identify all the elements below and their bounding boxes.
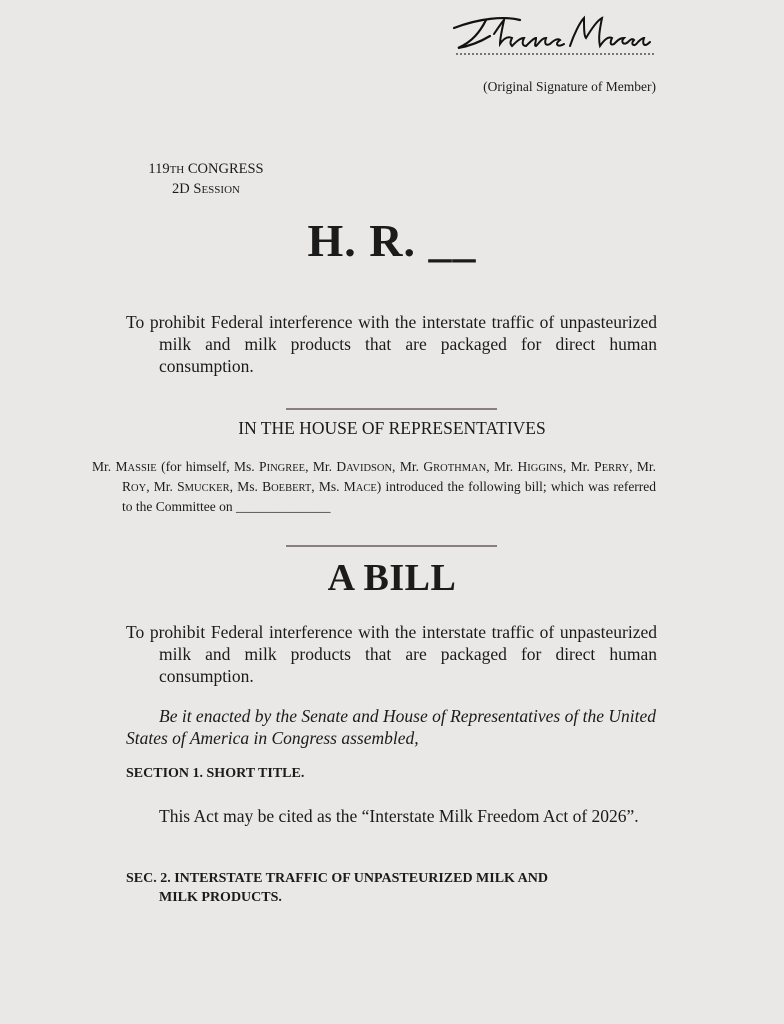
congress-session-block xyxy=(140,160,272,200)
sponsor-name: Mr. GROTHMAN, xyxy=(399,459,494,474)
sponsor-name: Mr. HIGGINS, xyxy=(493,459,571,474)
sponsor-name: Ms. MACE) xyxy=(318,479,382,494)
divider-rule xyxy=(286,408,497,410)
sponsor-name: Ms. BOEBERT, xyxy=(237,479,319,494)
sponsor-name: Mr. PERRY, xyxy=(570,459,637,474)
sponsor-name: Mr. ROY, xyxy=(122,459,657,494)
divider-rule xyxy=(286,545,497,547)
sponsor-name: Mr. MASSIE (for himself, xyxy=(92,459,235,474)
purpose-clause-top: To prohibit Federal interference with the interstate traffic of unpasteurized milk and milk products that are packaged for direct human consumption. xyxy=(126,312,657,376)
section-1-text: This Act may be cited as the “Interstate Milk Freedom Act of 2026”. xyxy=(159,806,639,826)
section-1-heading: SECTION 1. SHORT TITLE. xyxy=(126,766,305,781)
sponsors-trailing-text: introduced the following bill; which was referred to the Committee on ______________ xyxy=(122,479,657,514)
sponsor-name: Mr. SMUCKER, xyxy=(153,479,238,494)
sponsor-name: Ms. PINGREE, xyxy=(234,459,313,474)
session-line: 2D SESSION xyxy=(172,181,240,197)
section-2-heading: SEC. 2. INTERSTATE TRAFFIC OF UNPASTEURIZED MILK AND MILK PRODUCTS. xyxy=(126,871,549,905)
signature-caption: (Original Signature of Member) xyxy=(483,79,656,94)
bill-number: H. R. __ xyxy=(307,215,477,266)
purpose-clause-bottom: To prohibit Federal interference with the interstate traffic of unpasteurized milk and milk products that are packaged for direct human consumption. xyxy=(126,622,657,686)
chamber-heading: IN THE HOUSE OF REPRESENTATIVES xyxy=(238,418,546,438)
bill-heading: A BILL xyxy=(327,557,457,599)
enacting-clause: Be it enacted by the Senate and House of Representatives of the United States of America in Congress assembled, xyxy=(126,706,656,748)
congress-line: 119TH CONGRESS xyxy=(148,161,264,177)
sponsors-text xyxy=(92,458,656,516)
handwritten-signature xyxy=(450,8,658,58)
sponsors-paragraph xyxy=(92,458,656,516)
sponsor-name: Mr. DAVIDSON, xyxy=(312,459,400,474)
